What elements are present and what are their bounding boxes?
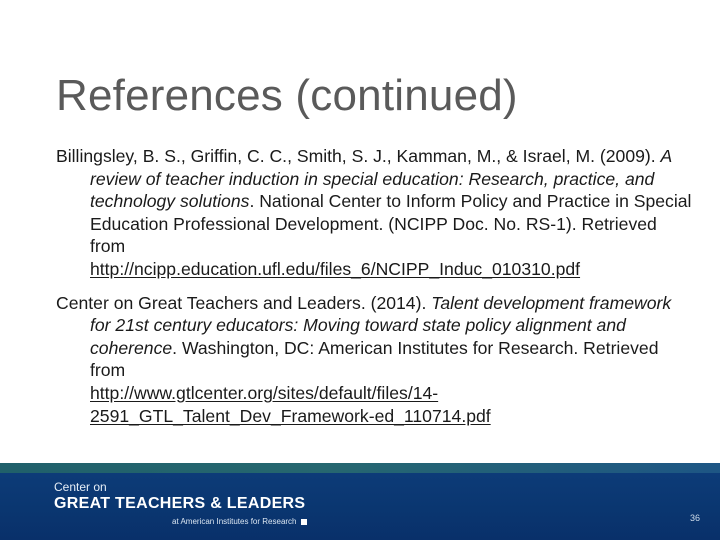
reference-entry bbox=[56, 292, 696, 428]
reference-text: Center on Great Teachers and Leaders. (2014). bbox=[56, 292, 432, 313]
reference-link[interactable]: http://ncipp.education.ufl.edu/files_6/NCIPP_Induc_010310.pdf bbox=[90, 258, 581, 279]
reference-text: . Washington, DC: American Institutes for Research. Retrieved from bbox=[90, 337, 659, 381]
reference-text: . National Center to Inform Policy and Practice in Special Education Professional Development. (NCIPP Doc. No. RS-1). Retrieved from bbox=[90, 191, 692, 257]
logo-text-organization: GREAT TEACHERS & LEADERS bbox=[54, 495, 306, 512]
organization-logo bbox=[54, 481, 394, 527]
logo-square-icon bbox=[301, 519, 307, 525]
footer-accent-stripe bbox=[0, 463, 720, 473]
logo-text-center-on: Center on bbox=[54, 480, 107, 494]
logo-affiliation-text: at American Institutes for Research bbox=[172, 517, 297, 526]
reference-list bbox=[56, 145, 696, 438]
reference-link[interactable]: http://www.gtlcenter.org/sites/default/files/14- bbox=[90, 382, 439, 403]
reference-title: A review of teacher induction in special education: Research, practice, and technology solutions bbox=[90, 146, 672, 212]
page-number: 36 bbox=[689, 513, 700, 523]
logo-text-affiliation bbox=[172, 517, 394, 527]
reference-link[interactable]: 2591_GTL_Talent_Dev_Framework-ed_110714.pdf bbox=[90, 405, 491, 426]
reference-title: Talent development framework for 21st century educators: Moving toward state policy alignment and coherence bbox=[90, 292, 672, 358]
reference-text: Billingsley, B. S., Griffin, C. C., Smith, S. J., Kamman, M., & Israel, M. (2009). bbox=[56, 146, 661, 166]
slide-title: References (continued) bbox=[56, 71, 518, 120]
reference-entry bbox=[56, 145, 696, 281]
